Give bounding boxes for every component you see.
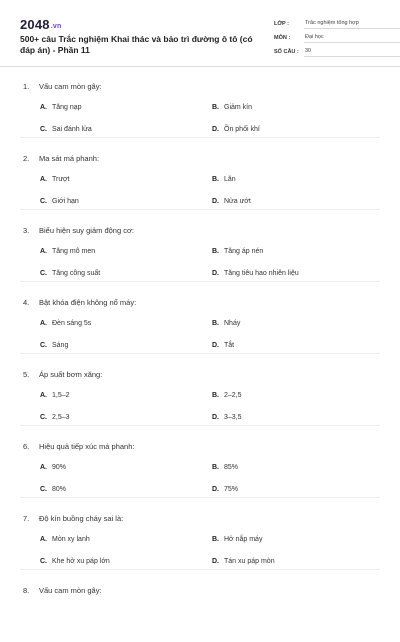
question-stem xyxy=(23,82,102,91)
question-text: Vấu cam mòn gây: xyxy=(39,586,102,595)
option-a[interactable] xyxy=(40,176,70,183)
question-number: 3. xyxy=(23,226,30,235)
option-text: Tăng công suất xyxy=(52,270,101,277)
meta-key: LỚP : xyxy=(274,21,289,27)
meta-value: Đại học xyxy=(304,34,400,43)
option-text: Sáng xyxy=(52,342,69,349)
option-text: Tăng nạp xyxy=(52,104,82,111)
question-number: 2. xyxy=(23,154,30,163)
option-text: Tăng tiêu hao nhiên liệu xyxy=(224,270,299,277)
option-letter: B. xyxy=(212,248,219,255)
option-letter: C. xyxy=(40,414,47,421)
option-letter: A. xyxy=(40,536,47,543)
meta-value: 30 xyxy=(304,48,400,57)
document-title: 500+ câu Trắc nghiệm Khai thác và bảo trì đường ô tô (có đáp án) - Phần 11 xyxy=(20,34,253,55)
option-d[interactable] xyxy=(212,270,299,277)
question-number: 7. xyxy=(23,514,30,523)
option-letter: B. xyxy=(212,536,219,543)
option-letter: D. xyxy=(212,342,219,349)
option-b[interactable] xyxy=(212,392,242,399)
option-d[interactable] xyxy=(212,126,260,133)
option-text: Đèn sáng 5s xyxy=(52,320,92,327)
question-number: 8. xyxy=(23,586,30,595)
question-item xyxy=(20,426,380,498)
question-text: Ma sát má phanh: xyxy=(39,154,100,163)
option-b[interactable] xyxy=(212,320,240,327)
option-text: 3–3,5 xyxy=(224,414,242,421)
question-number: 6. xyxy=(23,442,30,451)
question-stem xyxy=(23,514,123,523)
option-text: Khe hở xu páp lớn xyxy=(52,558,110,565)
option-text: 75% xyxy=(224,486,239,493)
option-letter: C. xyxy=(40,486,47,493)
logo-number: 2048 xyxy=(20,17,50,32)
option-b[interactable] xyxy=(212,536,262,543)
option-d[interactable] xyxy=(212,558,275,565)
meta-key: SỐ CÂU : xyxy=(274,49,299,55)
question-stem xyxy=(23,442,134,451)
option-c[interactable] xyxy=(40,414,70,421)
question-item xyxy=(20,138,380,210)
option-text: Trượt xyxy=(52,176,70,183)
option-letter: B. xyxy=(212,464,219,471)
question-item xyxy=(20,282,380,354)
option-text: 2,5–3 xyxy=(52,414,70,421)
option-letter: A. xyxy=(40,176,47,183)
question-text: Áp suất bơm xăng: xyxy=(39,370,103,379)
question-text: Bật khóa điện không nổ máy: xyxy=(39,298,137,307)
question-item xyxy=(20,210,380,282)
option-text: Ồn phối khí xyxy=(224,126,260,133)
option-c[interactable] xyxy=(40,126,92,133)
option-text: Mòn xy lanh xyxy=(52,536,90,543)
option-d[interactable] xyxy=(212,414,242,421)
question-number: 4. xyxy=(23,298,30,307)
question-stem xyxy=(23,298,136,307)
option-d[interactable] xyxy=(212,486,238,493)
option-a[interactable] xyxy=(40,104,82,111)
option-letter: A. xyxy=(40,104,47,111)
option-letter: D. xyxy=(212,558,219,565)
question-text: Hiệu quả tiếp xúc má phanh: xyxy=(39,442,135,451)
option-text: Lăn xyxy=(224,176,236,183)
option-text: 85% xyxy=(224,464,239,471)
option-letter: A. xyxy=(40,392,47,399)
option-text: Nháy xyxy=(224,320,241,327)
option-text: Sai đánh lửa xyxy=(52,126,92,133)
question-list xyxy=(20,66,380,642)
option-letter: A. xyxy=(40,464,47,471)
option-letter: B. xyxy=(212,176,219,183)
document-meta xyxy=(274,16,400,58)
option-text: Giới hạn xyxy=(52,198,79,205)
option-text: 2–2,5 xyxy=(224,392,242,399)
option-a[interactable] xyxy=(40,464,66,471)
option-text: 90% xyxy=(52,464,67,471)
meta-row-subject xyxy=(274,30,400,43)
meta-key: MÔN : xyxy=(274,35,291,41)
option-a[interactable] xyxy=(40,392,70,399)
question-text: Biểu hiện suy giảm động cơ: xyxy=(39,226,134,235)
option-letter: D. xyxy=(212,414,219,421)
question-stem xyxy=(23,370,102,379)
question-number: 5. xyxy=(23,370,30,379)
option-text: Tắt xyxy=(224,342,235,349)
question-text: Vấu cam mòn gây: xyxy=(39,82,102,91)
option-text: Tăng áp nén xyxy=(224,248,264,255)
option-text: Nửa ướt xyxy=(224,198,251,205)
option-letter: B. xyxy=(212,392,219,399)
option-text: Hở nắp máy xyxy=(224,536,263,543)
logo-suffix: .vn xyxy=(50,23,62,30)
option-text: Tán xu páp mòn xyxy=(224,558,275,565)
meta-row-count xyxy=(274,44,400,57)
option-letter: D. xyxy=(212,486,219,493)
question-stem xyxy=(23,586,102,595)
option-c[interactable] xyxy=(40,270,100,277)
option-a[interactable] xyxy=(40,248,95,255)
option-letter: B. xyxy=(212,320,219,327)
option-text: Tăng mô men xyxy=(52,248,96,255)
option-c[interactable] xyxy=(40,198,79,205)
meta-value: Trắc nghiệm tổng hợp xyxy=(304,20,400,29)
option-a[interactable] xyxy=(40,320,91,327)
option-d[interactable] xyxy=(212,198,251,205)
option-letter: C. xyxy=(40,342,47,349)
option-b[interactable] xyxy=(212,176,236,183)
question-item xyxy=(20,66,380,138)
question-stem xyxy=(23,226,134,235)
option-letter: C. xyxy=(40,558,47,565)
option-letter: A. xyxy=(40,248,47,255)
option-letter: C. xyxy=(40,126,47,133)
option-c[interactable] xyxy=(40,342,68,349)
option-c[interactable] xyxy=(40,486,66,493)
question-number: 1. xyxy=(23,82,30,91)
option-text: Giảm kín xyxy=(224,104,253,111)
option-letter: B. xyxy=(212,104,219,111)
option-letter: A. xyxy=(40,320,47,327)
option-b[interactable] xyxy=(212,248,263,255)
question-item xyxy=(20,570,380,642)
option-text: 80% xyxy=(52,486,67,493)
option-b[interactable] xyxy=(212,104,252,111)
option-a[interactable] xyxy=(40,536,90,543)
option-d[interactable] xyxy=(212,342,234,349)
question-item xyxy=(20,354,380,426)
option-letter: D. xyxy=(212,126,219,133)
option-letter: D. xyxy=(212,270,219,277)
question-stem xyxy=(23,154,99,163)
option-letter: C. xyxy=(40,198,47,205)
meta-row-class xyxy=(274,16,400,29)
question-text: Độ kín buồng cháy sai là: xyxy=(39,514,124,523)
page-header xyxy=(20,0,380,62)
option-c[interactable] xyxy=(40,558,110,565)
site-logo[interactable] xyxy=(20,17,61,32)
option-b[interactable] xyxy=(212,464,238,471)
option-letter: D. xyxy=(212,198,219,205)
option-letter: C. xyxy=(40,270,47,277)
option-text: 1,5–2 xyxy=(52,392,70,399)
question-item xyxy=(20,498,380,570)
